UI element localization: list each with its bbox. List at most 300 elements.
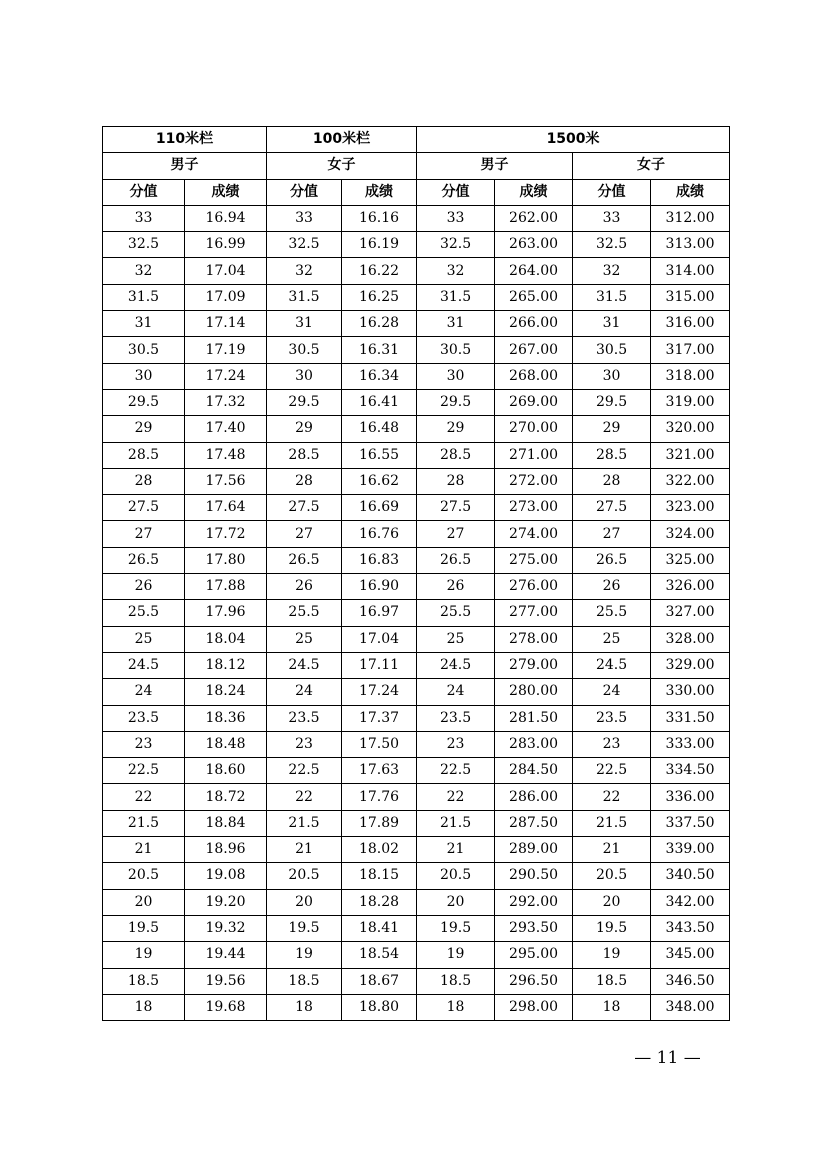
table-row — [103, 468, 730, 494]
gender-header-1500m-male: 男子 — [417, 153, 573, 179]
result-cell: 17.04 — [342, 626, 417, 652]
result-cell: 17.19 — [185, 337, 267, 363]
result-cell: 325.00 — [651, 547, 730, 573]
result-cell: 279.00 — [495, 652, 573, 678]
result-cell: 16.16 — [342, 205, 417, 231]
result-cell: 318.00 — [651, 363, 730, 389]
score-cell: 29 — [573, 416, 651, 442]
score-cell: 25 — [573, 626, 651, 652]
score-cell: 26.5 — [573, 547, 651, 573]
score-cell: 22 — [573, 784, 651, 810]
score-cell: 28 — [103, 468, 185, 494]
result-cell: 17.63 — [342, 758, 417, 784]
table-row — [103, 731, 730, 757]
table-row — [103, 205, 730, 231]
table-row — [103, 258, 730, 284]
score-cell: 19 — [103, 942, 185, 968]
result-cell: 280.00 — [495, 679, 573, 705]
score-cell: 21.5 — [103, 810, 185, 836]
score-cell: 23 — [103, 731, 185, 757]
result-cell: 319.00 — [651, 389, 730, 415]
col-label-result: 成绩 — [185, 179, 267, 205]
table-row — [103, 705, 730, 731]
score-cell: 27 — [267, 521, 342, 547]
result-cell: 270.00 — [495, 416, 573, 442]
result-cell: 326.00 — [651, 574, 730, 600]
result-cell: 271.00 — [495, 442, 573, 468]
score-cell: 20 — [573, 889, 651, 915]
table-row — [103, 442, 730, 468]
score-cell: 18 — [267, 994, 342, 1020]
score-cell: 20 — [417, 889, 495, 915]
col-label-result: 成绩 — [495, 179, 573, 205]
score-cell: 32.5 — [417, 232, 495, 258]
result-cell: 334.50 — [651, 758, 730, 784]
score-cell: 21 — [573, 837, 651, 863]
result-cell: 18.84 — [185, 810, 267, 836]
table-row — [103, 311, 730, 337]
score-cell: 25.5 — [103, 600, 185, 626]
score-cell: 27 — [417, 521, 495, 547]
event-header-row — [103, 127, 730, 153]
result-cell: 323.00 — [651, 495, 730, 521]
score-cell: 21 — [103, 837, 185, 863]
score-cell: 19.5 — [103, 915, 185, 941]
score-cell: 24.5 — [417, 652, 495, 678]
result-cell: 262.00 — [495, 205, 573, 231]
result-cell: 263.00 — [495, 232, 573, 258]
score-cell: 25.5 — [573, 600, 651, 626]
score-cell: 23.5 — [573, 705, 651, 731]
result-cell: 18.24 — [185, 679, 267, 705]
table-body — [103, 205, 730, 1020]
result-cell: 281.50 — [495, 705, 573, 731]
result-cell: 327.00 — [651, 600, 730, 626]
gender-header-110m-male: 男子 — [103, 153, 267, 179]
result-cell: 18.12 — [185, 652, 267, 678]
result-cell: 17.40 — [185, 416, 267, 442]
result-cell: 345.00 — [651, 942, 730, 968]
score-cell: 23 — [573, 731, 651, 757]
score-cell: 27.5 — [103, 495, 185, 521]
score-cell: 28.5 — [573, 442, 651, 468]
table-row — [103, 968, 730, 994]
score-cell: 22 — [417, 784, 495, 810]
table-row — [103, 889, 730, 915]
table-row — [103, 495, 730, 521]
result-cell: 272.00 — [495, 468, 573, 494]
gender-header-row — [103, 153, 730, 179]
result-cell: 17.24 — [185, 363, 267, 389]
col-label-result: 成绩 — [651, 179, 730, 205]
score-cell: 30.5 — [267, 337, 342, 363]
result-cell: 287.50 — [495, 810, 573, 836]
table-row — [103, 679, 730, 705]
score-cell: 33 — [417, 205, 495, 231]
result-cell: 16.31 — [342, 337, 417, 363]
table-row — [103, 600, 730, 626]
score-cell: 20.5 — [573, 863, 651, 889]
result-cell: 331.50 — [651, 705, 730, 731]
table-row — [103, 837, 730, 863]
result-cell: 16.28 — [342, 311, 417, 337]
result-cell: 17.72 — [185, 521, 267, 547]
score-cell: 22 — [103, 784, 185, 810]
result-cell: 275.00 — [495, 547, 573, 573]
score-cell: 24 — [103, 679, 185, 705]
score-cell: 18 — [103, 994, 185, 1020]
result-cell: 316.00 — [651, 311, 730, 337]
score-cell: 19 — [267, 942, 342, 968]
score-cell: 22.5 — [417, 758, 495, 784]
result-cell: 266.00 — [495, 311, 573, 337]
result-cell: 18.80 — [342, 994, 417, 1020]
score-cell: 29 — [103, 416, 185, 442]
table-row — [103, 547, 730, 573]
result-cell: 295.00 — [495, 942, 573, 968]
result-cell: 293.50 — [495, 915, 573, 941]
table-row — [103, 810, 730, 836]
result-cell: 16.19 — [342, 232, 417, 258]
result-cell: 18.02 — [342, 837, 417, 863]
score-cell: 31 — [573, 311, 651, 337]
score-cell: 30 — [573, 363, 651, 389]
result-cell: 337.50 — [651, 810, 730, 836]
score-cell: 25 — [417, 626, 495, 652]
result-cell: 16.22 — [342, 258, 417, 284]
result-cell: 274.00 — [495, 521, 573, 547]
score-cell: 22.5 — [573, 758, 651, 784]
score-cell: 25 — [267, 626, 342, 652]
table-row — [103, 915, 730, 941]
score-cell: 31.5 — [573, 284, 651, 310]
table-row — [103, 337, 730, 363]
table-row — [103, 232, 730, 258]
result-cell: 16.99 — [185, 232, 267, 258]
score-cell: 32 — [573, 258, 651, 284]
col-label-score: 分值 — [267, 179, 342, 205]
score-cell: 27 — [103, 521, 185, 547]
score-cell: 18.5 — [573, 968, 651, 994]
score-cell: 31.5 — [267, 284, 342, 310]
score-cell: 28 — [417, 468, 495, 494]
score-cell: 22 — [267, 784, 342, 810]
score-cell: 31 — [267, 311, 342, 337]
score-cell: 29.5 — [103, 389, 185, 415]
score-cell: 21.5 — [417, 810, 495, 836]
score-cell: 26.5 — [417, 547, 495, 573]
score-cell: 30.5 — [103, 337, 185, 363]
score-cell: 30 — [267, 363, 342, 389]
score-cell: 31.5 — [103, 284, 185, 310]
score-cell: 24.5 — [573, 652, 651, 678]
result-cell: 19.56 — [185, 968, 267, 994]
result-cell: 16.34 — [342, 363, 417, 389]
result-cell: 16.41 — [342, 389, 417, 415]
result-cell: 315.00 — [651, 284, 730, 310]
score-cell: 29.5 — [267, 389, 342, 415]
score-cell: 23 — [417, 731, 495, 757]
table-row — [103, 758, 730, 784]
result-cell: 17.96 — [185, 600, 267, 626]
score-cell: 33 — [267, 205, 342, 231]
result-cell: 17.09 — [185, 284, 267, 310]
score-cell: 20.5 — [417, 863, 495, 889]
result-cell: 16.25 — [342, 284, 417, 310]
result-cell: 16.97 — [342, 600, 417, 626]
score-cell: 27 — [573, 521, 651, 547]
score-cell: 19 — [573, 942, 651, 968]
table-row — [103, 942, 730, 968]
table-row — [103, 994, 730, 1020]
score-cell: 27.5 — [573, 495, 651, 521]
score-cell: 26.5 — [267, 547, 342, 573]
result-cell: 18.04 — [185, 626, 267, 652]
score-cell: 23.5 — [103, 705, 185, 731]
score-cell: 19.5 — [267, 915, 342, 941]
result-cell: 18.54 — [342, 942, 417, 968]
score-cell: 32.5 — [267, 232, 342, 258]
result-cell: 17.80 — [185, 547, 267, 573]
score-cell: 32 — [103, 258, 185, 284]
result-cell: 286.00 — [495, 784, 573, 810]
result-cell: 18.15 — [342, 863, 417, 889]
result-cell: 17.14 — [185, 311, 267, 337]
result-cell: 19.20 — [185, 889, 267, 915]
score-cell: 31.5 — [417, 284, 495, 310]
result-cell: 18.96 — [185, 837, 267, 863]
score-cell: 29 — [267, 416, 342, 442]
score-cell: 20 — [103, 889, 185, 915]
result-cell: 18.41 — [342, 915, 417, 941]
score-cell: 31 — [417, 311, 495, 337]
result-cell: 16.55 — [342, 442, 417, 468]
gender-header-100m-female: 女子 — [267, 153, 417, 179]
result-cell: 292.00 — [495, 889, 573, 915]
score-cell: 32 — [417, 258, 495, 284]
result-cell: 289.00 — [495, 837, 573, 863]
result-cell: 16.48 — [342, 416, 417, 442]
result-cell: 342.00 — [651, 889, 730, 915]
col-label-score: 分值 — [417, 179, 495, 205]
score-cell: 18.5 — [267, 968, 342, 994]
result-cell: 336.00 — [651, 784, 730, 810]
result-cell: 17.76 — [342, 784, 417, 810]
col-label-score: 分值 — [573, 179, 651, 205]
result-cell: 296.50 — [495, 968, 573, 994]
score-cell: 20.5 — [103, 863, 185, 889]
score-cell: 30 — [103, 363, 185, 389]
score-cell: 28 — [573, 468, 651, 494]
score-cell: 29.5 — [417, 389, 495, 415]
result-cell: 290.50 — [495, 863, 573, 889]
table-row — [103, 863, 730, 889]
result-cell: 18.48 — [185, 731, 267, 757]
gender-header-1500m-female: 女子 — [573, 153, 730, 179]
score-cell: 18.5 — [103, 968, 185, 994]
result-cell: 330.00 — [651, 679, 730, 705]
result-cell: 268.00 — [495, 363, 573, 389]
score-cell: 31 — [103, 311, 185, 337]
score-cell: 30.5 — [573, 337, 651, 363]
result-cell: 16.83 — [342, 547, 417, 573]
table-row — [103, 363, 730, 389]
result-cell: 19.32 — [185, 915, 267, 941]
score-cell: 28 — [267, 468, 342, 494]
score-cell: 27.5 — [267, 495, 342, 521]
result-cell: 276.00 — [495, 574, 573, 600]
page-number: — 11 — — [634, 1048, 701, 1068]
result-cell: 19.44 — [185, 942, 267, 968]
result-cell: 17.88 — [185, 574, 267, 600]
event-1500m: 1500米 — [417, 127, 730, 153]
score-cell: 20 — [267, 889, 342, 915]
score-cell: 29 — [417, 416, 495, 442]
result-cell: 329.00 — [651, 652, 730, 678]
result-cell: 313.00 — [651, 232, 730, 258]
table-row — [103, 416, 730, 442]
result-cell: 19.08 — [185, 863, 267, 889]
result-cell: 283.00 — [495, 731, 573, 757]
table-row — [103, 574, 730, 600]
result-cell: 277.00 — [495, 600, 573, 626]
column-label-row — [103, 179, 730, 205]
result-cell: 265.00 — [495, 284, 573, 310]
score-cell: 26 — [103, 574, 185, 600]
score-cell: 33 — [573, 205, 651, 231]
score-cell: 18 — [417, 994, 495, 1020]
result-cell: 17.32 — [185, 389, 267, 415]
score-cell: 22.5 — [103, 758, 185, 784]
score-cell: 32 — [267, 258, 342, 284]
score-cell: 28.5 — [267, 442, 342, 468]
result-cell: 298.00 — [495, 994, 573, 1020]
score-cell: 26 — [573, 574, 651, 600]
result-cell: 16.62 — [342, 468, 417, 494]
result-cell: 328.00 — [651, 626, 730, 652]
result-cell: 343.50 — [651, 915, 730, 941]
score-cell: 21.5 — [573, 810, 651, 836]
table-row — [103, 284, 730, 310]
result-cell: 317.00 — [651, 337, 730, 363]
event-110m-hurdles: 110米栏 — [103, 127, 267, 153]
score-cell: 20.5 — [267, 863, 342, 889]
score-cell: 26.5 — [103, 547, 185, 573]
score-cell: 25 — [103, 626, 185, 652]
score-cell: 26 — [417, 574, 495, 600]
result-cell: 320.00 — [651, 416, 730, 442]
result-cell: 18.67 — [342, 968, 417, 994]
score-cell: 24.5 — [103, 652, 185, 678]
score-cell: 18 — [573, 994, 651, 1020]
score-table — [102, 126, 730, 1021]
result-cell: 278.00 — [495, 626, 573, 652]
score-cell: 28.5 — [417, 442, 495, 468]
score-cell: 21 — [267, 837, 342, 863]
score-cell: 28.5 — [103, 442, 185, 468]
result-cell: 18.28 — [342, 889, 417, 915]
score-cell: 22.5 — [267, 758, 342, 784]
score-cell: 23.5 — [267, 705, 342, 731]
result-cell: 346.50 — [651, 968, 730, 994]
score-cell: 19.5 — [573, 915, 651, 941]
score-cell: 25.5 — [417, 600, 495, 626]
result-cell: 17.11 — [342, 652, 417, 678]
score-cell: 30 — [417, 363, 495, 389]
result-cell: 312.00 — [651, 205, 730, 231]
score-cell: 29.5 — [573, 389, 651, 415]
score-cell: 24 — [573, 679, 651, 705]
result-cell: 19.68 — [185, 994, 267, 1020]
score-cell: 23 — [267, 731, 342, 757]
result-cell: 17.89 — [342, 810, 417, 836]
score-cell: 30.5 — [417, 337, 495, 363]
score-cell: 32.5 — [103, 232, 185, 258]
table-row — [103, 652, 730, 678]
score-cell: 24 — [267, 679, 342, 705]
result-cell: 16.69 — [342, 495, 417, 521]
result-cell: 16.90 — [342, 574, 417, 600]
result-cell: 348.00 — [651, 994, 730, 1020]
table-row — [103, 784, 730, 810]
result-cell: 17.64 — [185, 495, 267, 521]
result-cell: 17.24 — [342, 679, 417, 705]
result-cell: 264.00 — [495, 258, 573, 284]
event-100m-hurdles: 100米栏 — [267, 127, 417, 153]
result-cell: 17.37 — [342, 705, 417, 731]
score-cell: 25.5 — [267, 600, 342, 626]
table-row — [103, 521, 730, 547]
table-row — [103, 389, 730, 415]
result-cell: 18.72 — [185, 784, 267, 810]
result-cell: 17.50 — [342, 731, 417, 757]
result-cell: 273.00 — [495, 495, 573, 521]
result-cell: 314.00 — [651, 258, 730, 284]
score-cell: 21.5 — [267, 810, 342, 836]
result-cell: 321.00 — [651, 442, 730, 468]
result-cell: 18.36 — [185, 705, 267, 731]
result-cell: 267.00 — [495, 337, 573, 363]
score-cell: 24 — [417, 679, 495, 705]
result-cell: 324.00 — [651, 521, 730, 547]
result-cell: 18.60 — [185, 758, 267, 784]
result-cell: 269.00 — [495, 389, 573, 415]
result-cell: 333.00 — [651, 731, 730, 757]
score-cell: 21 — [417, 837, 495, 863]
col-label-result: 成绩 — [342, 179, 417, 205]
table-header — [103, 127, 730, 206]
result-cell: 284.50 — [495, 758, 573, 784]
result-cell: 17.04 — [185, 258, 267, 284]
score-cell: 26 — [267, 574, 342, 600]
result-cell: 322.00 — [651, 468, 730, 494]
score-cell: 23.5 — [417, 705, 495, 731]
score-cell: 32.5 — [573, 232, 651, 258]
result-cell: 17.48 — [185, 442, 267, 468]
score-cell: 27.5 — [417, 495, 495, 521]
table-row — [103, 626, 730, 652]
result-cell: 16.94 — [185, 205, 267, 231]
result-cell: 339.00 — [651, 837, 730, 863]
col-label-score: 分值 — [103, 179, 185, 205]
result-cell: 16.76 — [342, 521, 417, 547]
score-cell: 19 — [417, 942, 495, 968]
result-cell: 17.56 — [185, 468, 267, 494]
score-cell: 24.5 — [267, 652, 342, 678]
result-cell: 340.50 — [651, 863, 730, 889]
score-cell: 33 — [103, 205, 185, 231]
score-cell: 19.5 — [417, 915, 495, 941]
